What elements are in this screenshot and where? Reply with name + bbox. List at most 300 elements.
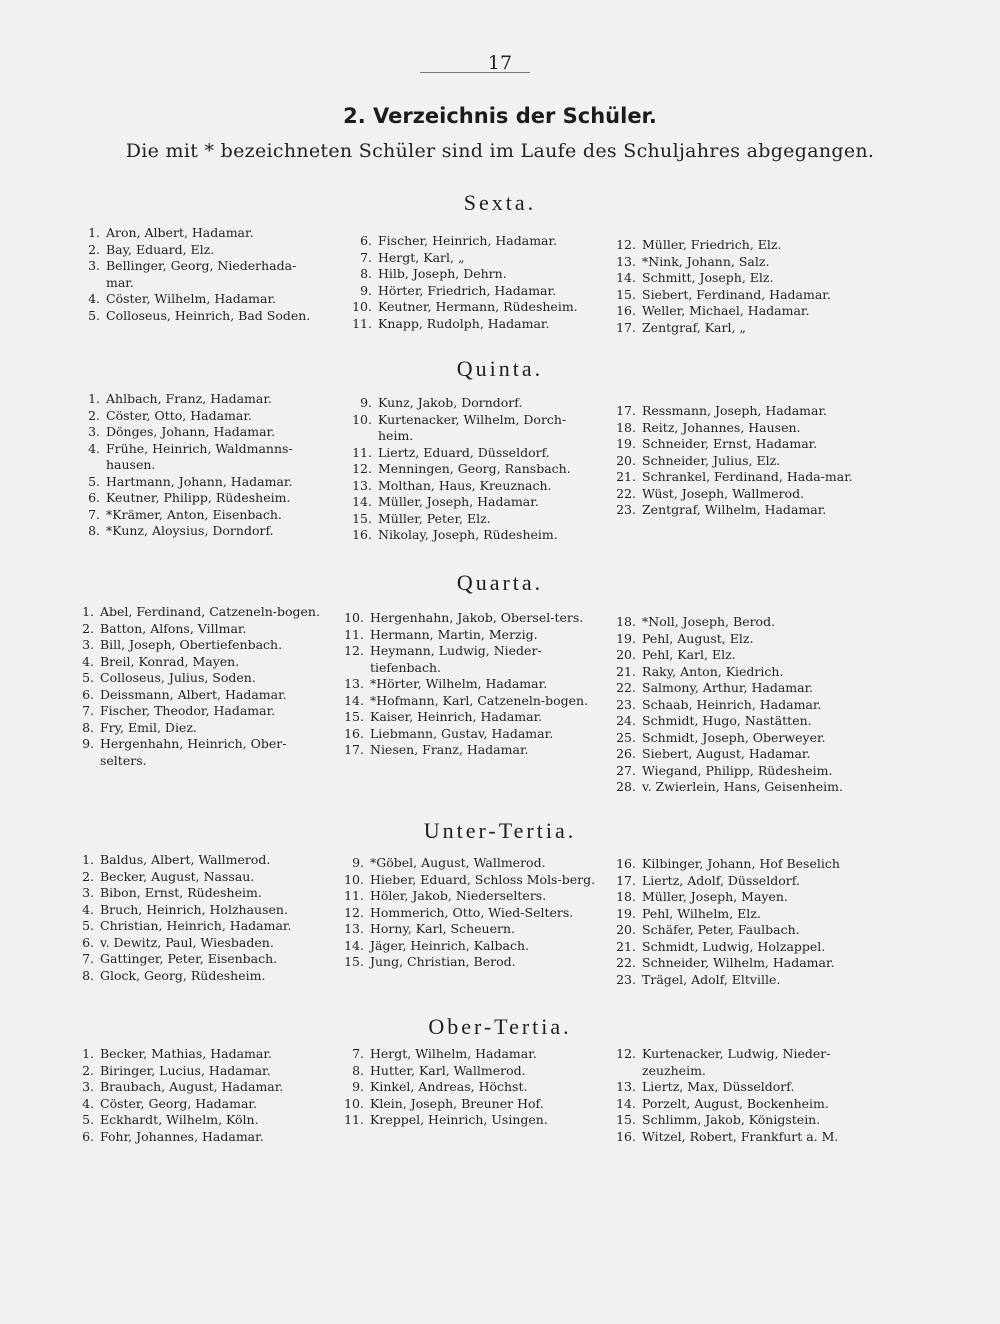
student-number: 15. [352, 510, 372, 526]
student-entry [70, 968, 332, 985]
student-number: 19. [616, 436, 636, 451]
sexta-column-1 [76, 225, 316, 324]
student-number: 2. [82, 868, 94, 884]
student-number: 9. [352, 855, 364, 870]
student-name: *Krämer, Anton, Eisenbach. [106, 506, 282, 522]
student-name: Cöster, Wilhelm, Hadamar. [106, 291, 277, 306]
student-name: Liertz, Max, Düsseldorf. [642, 1079, 795, 1094]
student-number: 3. [88, 424, 100, 439]
student-entry [70, 1129, 332, 1146]
student-name: Schlimm, Jakob, Königstein. [642, 1112, 821, 1127]
student-name: Schmitt, Joseph, Elz. [642, 270, 774, 285]
student-name: Hartmann, Johann, Hadamar. [106, 473, 293, 489]
student-entry [70, 670, 332, 687]
student-number: 10. [352, 411, 372, 427]
student-name: Frühe, Heinrich, Waldmanns-hausen. [106, 440, 293, 472]
student-name: Schneider, Wilhelm, Hadamar. [642, 955, 835, 970]
student-number: 13. [344, 676, 364, 691]
student-entry [76, 258, 316, 291]
student-name: Bellinger, Georg, Niederhada-mar. [106, 258, 297, 290]
student-name: Heymann, Ludwig, Nieder-tiefenbach. [370, 643, 542, 675]
student-name: Becker, Mathias, Hadamar. [100, 1046, 272, 1061]
student-name: Schrankel, Ferdinand, Hada-mar. [642, 469, 853, 484]
student-name: Ahlbach, Franz, Hadamar. [106, 391, 272, 406]
section-title-quinta: Quinta. [456, 356, 544, 381]
student-name: Keutner, Philipp, Rüdesheim. [106, 490, 291, 505]
student-number: 2. [88, 407, 100, 423]
student-name: Fischer, Theodor, Hadamar. [100, 703, 276, 718]
student-entry [612, 1046, 882, 1079]
student-entry [348, 299, 600, 316]
student-name: Knapp, Rudolph, Hadamar. [378, 315, 550, 331]
student-number: 12. [616, 1046, 636, 1061]
student-entry [70, 720, 332, 737]
student-entry [76, 507, 328, 524]
student-entry [70, 1079, 332, 1096]
section-title-unter-tertia: Unter-Tertia. [423, 818, 577, 843]
student-name: Schaab, Heinrich, Hadamar. [642, 696, 822, 712]
student-number: 8. [360, 266, 372, 281]
student-name: Liertz, Adolf, Düsseldorf. [642, 872, 800, 888]
quarta-column-3 [612, 614, 882, 796]
student-name: Aron, Albert, Hadamar. [106, 225, 254, 240]
student-entry [612, 873, 882, 890]
student-name: Hermann, Martin, Merzig. [370, 626, 538, 642]
student-entry [340, 938, 602, 955]
student-name: Hommerich, Otto, Wied-Selters. [370, 904, 574, 920]
student-number: 17. [616, 872, 636, 888]
student-entry [340, 855, 602, 872]
student-name: *Noll, Joseph, Berod. [642, 614, 776, 629]
student-name: Zentgraf, Wilhelm, Hadamar. [642, 502, 827, 517]
student-entry [340, 1096, 602, 1113]
student-entry [612, 1129, 882, 1146]
student-number: 1. [82, 1046, 94, 1061]
student-entry [340, 888, 602, 905]
student-number: 10. [344, 1095, 364, 1111]
student-number: 16. [352, 527, 372, 542]
student-name: Hergt, Wilhelm, Hadamar. [370, 1046, 537, 1061]
student-number: 9. [360, 395, 372, 410]
student-entry [612, 420, 874, 437]
student-number: 9. [82, 736, 94, 751]
student-name: Bibon, Ernst, Rüdesheim. [100, 885, 262, 900]
student-number: 11. [352, 315, 372, 331]
student-name: Jung, Christian, Berod. [370, 954, 516, 969]
student-name: Kurtenacker, Wilhelm, Dorch-heim. [378, 411, 567, 443]
ober-tertia-column-1 [70, 1046, 332, 1145]
student-entry [76, 441, 328, 474]
student-number: 4. [82, 653, 94, 669]
sexta-column-3 [612, 237, 874, 336]
student-number: 21. [616, 469, 636, 484]
student-entry [612, 922, 882, 939]
student-number: 11. [344, 1112, 364, 1127]
student-number: 10. [352, 299, 372, 314]
student-number: 22. [616, 680, 636, 695]
student-name: Müller, Joseph, Mayen. [642, 889, 788, 904]
student-entry [612, 453, 874, 470]
student-entry [612, 763, 882, 780]
section-title-quarta: Quarta. [456, 570, 544, 595]
student-number: 1. [82, 604, 94, 619]
student-number: 13. [344, 921, 364, 936]
student-name: Schneider, Julius, Elz. [642, 452, 781, 468]
student-entry [612, 972, 882, 989]
student-name: Molthan, Haus, Kreuznach. [378, 477, 552, 493]
student-entry [70, 902, 332, 919]
student-entry [70, 885, 332, 902]
student-number: 7. [82, 951, 94, 966]
student-number: 11. [344, 626, 364, 642]
student-entry [612, 614, 882, 631]
student-name: Liertz, Eduard, Düsseldorf. [378, 444, 550, 460]
student-entry [76, 391, 328, 408]
student-name: v. Dewitz, Paul, Wiesbaden. [100, 934, 274, 950]
student-name: Klein, Joseph, Breuner Hof. [370, 1095, 544, 1111]
student-entry [340, 905, 602, 922]
student-entry [340, 1046, 602, 1063]
student-number: 5. [88, 307, 100, 323]
quarta-column-1 [70, 604, 332, 769]
student-entry [76, 291, 316, 308]
student-number: 14. [344, 937, 364, 953]
student-name: Bruch, Heinrich, Holzhausen. [100, 901, 288, 917]
student-name: Kurtenacker, Ludwig, Nieder-zeuzheim. [642, 1046, 831, 1078]
student-entry [612, 779, 882, 796]
student-number: 15. [344, 954, 364, 969]
student-number: 1. [82, 852, 94, 867]
student-name: Horny, Karl, Scheuern. [370, 921, 515, 936]
student-entry [340, 1112, 602, 1129]
student-number: 6. [360, 233, 372, 248]
student-entry [612, 469, 874, 486]
student-entry [348, 494, 600, 511]
student-entry [340, 726, 602, 743]
student-number: 18. [616, 419, 636, 435]
student-name: Hörter, Friedrich, Hadamar. [378, 282, 557, 298]
student-number: 4. [82, 1095, 94, 1111]
ornament-divider [420, 72, 530, 79]
student-number: 3. [82, 637, 94, 652]
student-entry [70, 1112, 332, 1129]
student-name: Abel, Ferdinand, Catzeneln-bogen. [100, 604, 320, 619]
student-entry [340, 709, 602, 726]
student-entry [70, 1096, 332, 1113]
student-name: v. Zwierlein, Hans, Geisenheim. [642, 779, 843, 794]
student-name: Schneider, Ernst, Hadamar. [642, 436, 818, 451]
student-name: Wüst, Joseph, Wallmerod. [642, 485, 805, 501]
student-number: 12. [616, 237, 636, 252]
student-number: 23. [616, 696, 636, 712]
student-entry [76, 308, 316, 325]
quinta-column-2 [348, 395, 600, 544]
student-name: Reitz, Johannes, Hausen. [642, 419, 801, 435]
student-entry [612, 403, 874, 420]
student-name: Hergenhahn, Heinrich, Ober-selters. [100, 736, 287, 768]
student-number: 4. [88, 440, 100, 456]
student-number: 9. [360, 282, 372, 298]
student-name: Biringer, Lucius, Hadamar. [100, 1062, 271, 1078]
student-number: 9. [352, 1079, 364, 1094]
student-name: Glock, Georg, Rüdesheim. [100, 967, 266, 983]
student-number: 13. [616, 253, 636, 269]
student-name: Niesen, Franz, Hadamar. [370, 742, 529, 757]
student-number: 10. [344, 610, 364, 625]
student-number: 7. [88, 506, 100, 522]
student-name: Breil, Konrad, Mayen. [100, 653, 240, 669]
student-number: 8. [352, 1062, 364, 1078]
student-entry [70, 951, 332, 968]
student-entry [340, 1079, 602, 1096]
student-name: Raky, Anton, Kiedrich. [642, 663, 784, 679]
student-entry [612, 436, 874, 453]
student-entry [612, 270, 874, 287]
student-number: 18. [616, 889, 636, 904]
student-name: Menningen, Georg, Ransbach. [378, 461, 571, 476]
student-entry [348, 283, 600, 300]
student-entry [76, 408, 328, 425]
student-number: 3. [82, 885, 94, 900]
student-name: Nikolay, Joseph, Rüdesheim. [378, 527, 558, 542]
student-entry [70, 1046, 332, 1063]
student-name: Cöster, Otto, Hadamar. [106, 407, 252, 423]
student-number: 7. [360, 249, 372, 265]
student-number: 2. [82, 620, 94, 636]
student-entry [348, 233, 600, 250]
student-number: 23. [616, 502, 636, 517]
student-entry [76, 474, 328, 491]
student-entry [340, 627, 602, 644]
student-name: Schmidt, Hugo, Nastätten. [642, 713, 812, 728]
student-entry [348, 527, 600, 544]
student-entry [70, 637, 332, 654]
student-entry [340, 1063, 602, 1080]
student-entry [612, 889, 882, 906]
student-entry [70, 654, 332, 671]
student-entry [612, 730, 882, 747]
student-number: 14. [352, 494, 372, 509]
student-number: 17. [344, 742, 364, 757]
student-name: Braubach, August, Hadamar. [100, 1079, 284, 1094]
quinta-column-3 [612, 403, 874, 519]
sexta-column-2 [348, 233, 600, 332]
student-entry [340, 742, 602, 759]
student-name: Ressmann, Joseph, Hadamar. [642, 403, 828, 418]
student-number: 7. [82, 703, 94, 718]
student-entry [348, 461, 600, 478]
student-number: 12. [344, 904, 364, 920]
student-name: Pehl, Wilhelm, Elz. [642, 905, 761, 921]
student-number: 11. [344, 888, 364, 903]
student-name: *Kunz, Aloysius, Dorndorf. [106, 523, 274, 538]
student-entry [340, 693, 602, 710]
student-name: Colloseus, Julius, Soden. [100, 670, 256, 685]
student-entry [70, 852, 332, 869]
student-entry [340, 610, 602, 627]
student-number: 6. [82, 686, 94, 702]
student-number: 1. [88, 391, 100, 406]
student-name: Becker, August, Nassau. [100, 868, 255, 884]
student-name: Bill, Joseph, Obertiefenbach. [100, 637, 283, 652]
student-number: 10. [344, 871, 364, 887]
student-name: Fry, Emil, Diez. [100, 719, 197, 735]
student-entry [612, 939, 882, 956]
student-number: 20. [616, 452, 636, 468]
student-entry [340, 954, 602, 971]
student-entry [70, 935, 332, 952]
student-entry [612, 486, 874, 503]
student-name: Witzel, Robert, Frankfurt a. M. [642, 1128, 839, 1144]
student-name: Eckhardt, Wilhelm, Köln. [100, 1112, 259, 1127]
student-entry [348, 478, 600, 495]
student-name: Schmidt, Joseph, Oberweyer. [642, 729, 826, 745]
student-entry [70, 736, 332, 769]
student-name: Jäger, Heinrich, Kalbach. [370, 937, 529, 953]
student-entry [348, 511, 600, 528]
section-title-sexta: Sexta. [463, 190, 537, 215]
student-number: 20. [616, 647, 636, 662]
student-name: Cöster, Georg, Hadamar. [100, 1095, 257, 1111]
student-name: Kreppel, Heinrich, Usingen. [370, 1112, 548, 1127]
student-number: 14. [616, 270, 636, 285]
student-entry [340, 643, 602, 676]
student-number: 16. [344, 725, 364, 741]
student-name: Salmony, Arthur, Hadamar. [642, 680, 814, 695]
section-title-ober-tertia: Ober-Tertia. [428, 1014, 572, 1039]
student-entry [70, 869, 332, 886]
student-entry [612, 1079, 882, 1096]
student-name: Pehl, August, Elz. [642, 630, 754, 646]
student-name: Hieber, Eduard, Schloss Mols-berg. [370, 871, 596, 887]
student-number: 19. [616, 630, 636, 646]
student-entry [612, 303, 874, 320]
student-name: Hilb, Joseph, Dehrn. [378, 266, 507, 281]
student-entry [612, 287, 874, 304]
student-name: Schmidt, Ludwig, Holzappel. [642, 938, 826, 954]
student-entry [612, 713, 882, 730]
student-number: 11. [352, 444, 372, 460]
student-entry [348, 266, 600, 283]
student-number: 5. [82, 1112, 94, 1127]
student-number: 16. [616, 856, 636, 871]
student-number: 12. [352, 461, 372, 476]
student-entry [76, 523, 328, 540]
student-number: 28. [616, 779, 636, 794]
student-entry [612, 680, 882, 697]
student-name: Fohr, Johannes, Hadamar. [100, 1128, 264, 1144]
student-name: Schäfer, Peter, Faulbach. [642, 922, 800, 937]
student-number: 21. [616, 938, 636, 954]
page-heading: 2. Verzeichnis der Schüler. [343, 104, 657, 128]
student-name: Weller, Michael, Hadamar. [642, 303, 810, 318]
student-number: 26. [616, 746, 636, 761]
student-number: 4. [82, 901, 94, 917]
student-entry [70, 687, 332, 704]
student-entry [70, 918, 332, 935]
student-number: 5. [82, 670, 94, 685]
student-name: Müller, Joseph, Hadamar. [378, 494, 539, 509]
student-entry [70, 604, 332, 621]
student-entry [76, 490, 328, 507]
student-entry [612, 1096, 882, 1113]
student-entry [340, 676, 602, 693]
student-name: Hergt, Karl, „ [378, 249, 465, 265]
student-number: 5. [82, 918, 94, 933]
student-number: 14. [344, 692, 364, 708]
student-name: Müller, Peter, Elz. [378, 510, 491, 526]
student-entry [612, 254, 874, 271]
student-entry [612, 697, 882, 714]
student-number: 8. [82, 967, 94, 983]
student-entry [70, 703, 332, 720]
student-entry [612, 1112, 882, 1129]
student-number: 4. [88, 291, 100, 306]
student-number: 13. [352, 477, 372, 493]
student-entry [70, 1063, 332, 1080]
student-number: 6. [82, 1128, 94, 1144]
ober-tertia-column-3 [612, 1046, 882, 1145]
student-name: Kunz, Jakob, Dorndorf. [378, 395, 523, 410]
note-text: Die mit * bezeichneten Schüler sind im Laufe des Schuljahres abgegangen. [125, 140, 875, 162]
student-number: 25. [616, 729, 636, 745]
student-number: 23. [616, 971, 636, 987]
student-name: Baldus, Albert, Wallmerod. [100, 852, 271, 867]
unter-tertia-column-3 [612, 856, 882, 988]
student-entry [612, 320, 874, 337]
student-name: *Göbel, August, Wallmerod. [370, 855, 546, 870]
student-number: 2. [88, 241, 100, 257]
student-name: Hergenhahn, Jakob, Obersel-ters. [370, 610, 584, 625]
student-number: 16. [616, 303, 636, 318]
student-name: Hutter, Karl, Wallmerod. [370, 1062, 526, 1078]
student-name: Gattinger, Peter, Eisenbach. [100, 951, 278, 966]
student-name: Kinkel, Andreas, Höchst. [370, 1079, 528, 1094]
student-number: 13. [616, 1079, 636, 1094]
student-number: 17. [616, 403, 636, 418]
student-number: 15. [344, 709, 364, 724]
student-number: 17. [616, 319, 636, 335]
student-number: 16. [616, 1128, 636, 1144]
student-entry [612, 647, 882, 664]
student-entry [348, 316, 600, 333]
student-entry [612, 631, 882, 648]
student-name: Siebert, August, Hadamar. [642, 746, 811, 761]
quinta-column-1 [76, 391, 328, 540]
unter-tertia-column-2 [340, 855, 602, 971]
student-number: 2. [82, 1062, 94, 1078]
student-number: 21. [616, 663, 636, 679]
student-number: 5. [88, 473, 100, 489]
student-entry [612, 955, 882, 972]
student-entry [348, 412, 600, 445]
student-number: 20. [616, 922, 636, 937]
student-number: 27. [616, 762, 636, 778]
ober-tertia-column-2 [340, 1046, 602, 1129]
student-number: 22. [616, 955, 636, 970]
student-name: Batton, Alfons, Villmar. [100, 620, 247, 636]
student-number: 8. [88, 523, 100, 538]
student-entry [76, 424, 328, 441]
student-name: Deissmann, Albert, Hadamar. [100, 686, 287, 702]
student-name: Colloseus, Heinrich, Bad Soden. [106, 307, 311, 323]
student-name: Christian, Heinrich, Hadamar. [100, 918, 292, 933]
student-name: Bay, Eduard, Elz. [106, 241, 215, 257]
student-number: 6. [88, 490, 100, 505]
student-entry [348, 250, 600, 267]
student-number: 14. [616, 1095, 636, 1111]
student-name: Fischer, Heinrich, Hadamar. [378, 233, 558, 248]
